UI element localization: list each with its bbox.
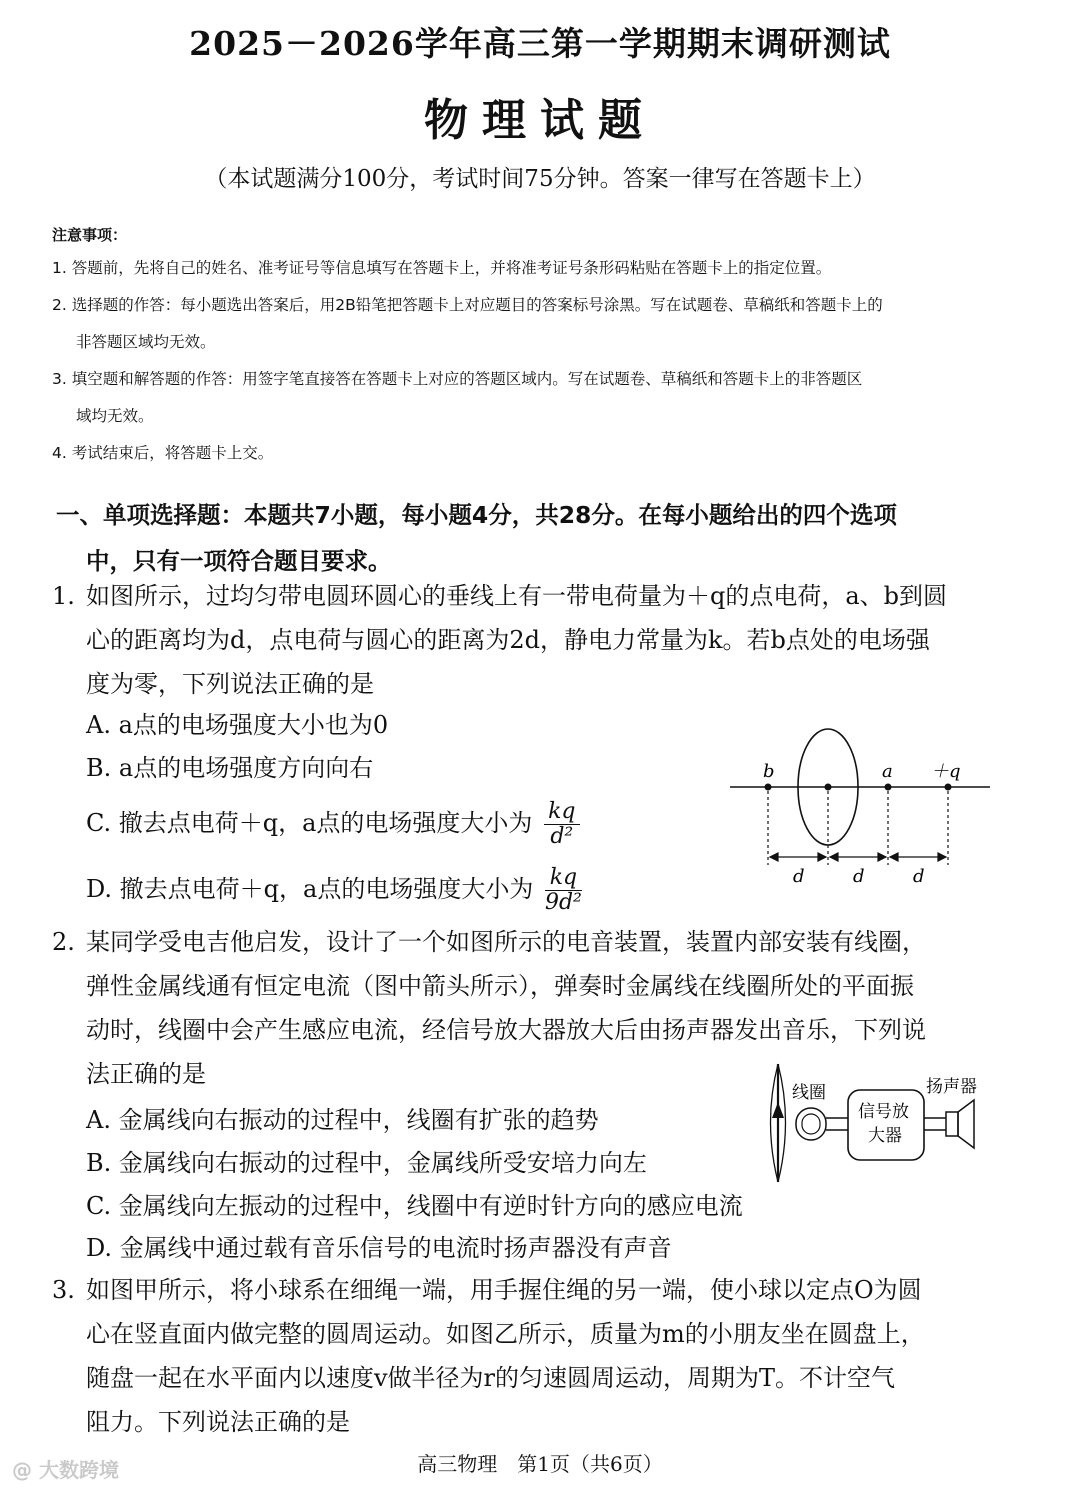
note-item: 4. 考试结束后，将答题卡上交。: [52, 444, 274, 462]
point-charge: [945, 784, 952, 791]
question-number: 3.: [52, 1276, 75, 1304]
point-a: [885, 784, 892, 791]
speaker-icon: [946, 1112, 958, 1136]
amplifier-label: 大器: [868, 1126, 902, 1146]
speaker-label: 扬声器: [926, 1077, 977, 1097]
ring-center: [825, 784, 832, 791]
note-item: 3. 填空题和解答题的作答：用签字笔直接答在答题卡上对应的答题区域内。写在试题卷、草稿纸和答题卡上的非答题区 域均无效。: [52, 370, 863, 425]
fraction: $\frac{kq}{\text{9d²}}$: [544, 865, 582, 915]
note-item: 2. 选择题的作答：每小题选出答案后，用2B铅笔把答题卡上对应题目的答案标号涂黑。写在试题卷、草稿纸和答题卡上的 非答题区域均无效。: [52, 296, 883, 351]
label-b: b: [763, 761, 775, 782]
current-arrow-icon: [772, 1102, 784, 1118]
distance-label: d: [853, 866, 865, 887]
fraction: $\frac{kq}{\text{d²}}$: [544, 800, 579, 849]
amplifier-box: [848, 1090, 924, 1160]
amplifier-label: 信号放: [858, 1102, 909, 1122]
question-number: 1.: [52, 582, 75, 610]
label-a: a: [882, 761, 893, 782]
watermark: @ 大数跨境: [12, 1458, 119, 1482]
exam-instructions: （本试题满分100分，考试时间75分钟。答案一律写在答题卡上）: [204, 166, 876, 192]
q2-option-b: B. 金属线向右振动的过程中，金属线所受安培力向左: [86, 1149, 647, 1177]
question-2-stem: 2. 某同学受电吉他启发，设计了一个如图所示的电音装置，装置内部安装有线圈， 弹性金属线通有恒定电流（图中箭头所示），弹奏时金属线在线圈所处的平面振 动时，线圈中会产生感应电流，经信号放大器放大后由扬声器发出音乐，下列说 法正确的是: [52, 920, 1018, 1096]
section-heading: 一、单项选择题：本题共7小题，每小题4分，共28分。在每小题给出的四个选项 中，只有一项符合题目要求。: [56, 501, 897, 575]
q1-option-c: C. 撤去点电荷＋q，a点的电场强度大小为 $\frac{kq}{\text{d²}}$: [86, 800, 580, 849]
q1-option-d: D. 撤去点电荷＋q，a点的电场强度大小为 $\frac{kq}{\text{9d²}}$: [86, 865, 582, 915]
q2-option-a: A. 金属线向右振动的过程中，线圈有扩张的趋势: [86, 1106, 599, 1134]
exam-title: 2025－2026学年高三第一学期期末调研测试: [189, 24, 891, 63]
page-footer: 高三物理 第1页（共6页）: [417, 1452, 663, 1476]
note-item: 1. 答题前，先将自己的姓名、准考证号等信息填写在答题卡上，并将准考证号条形码粘贴在答题卡上的指定位置。: [52, 259, 832, 277]
question-1-stem: 1. 如图所示，过均匀带电圆环圆心的垂线上有一带电荷量为＋q的点电荷，a、b到圆 心的距离均为d，点电荷与圆心的距离为2d，静电力常量为k。若b点处的电场强 度为零，下列说法正确的是: [52, 574, 1018, 706]
q2-option-d: D. 金属线中通过载有音乐信号的电流时扬声器没有声音: [86, 1234, 672, 1262]
point-b: [765, 784, 772, 791]
coil: [796, 1108, 826, 1140]
subject-title: 物理试题: [424, 95, 656, 146]
question-3-stem: 3. 如图甲所示，将小球系在细绳一端，用手握住绳的另一端，使小球以定点O为圆 心在竖直面内做完整的圆周运动。如图乙所示，质量为m的小朋友坐在圆盘上， 随盘一起在水平面内以速度v做半径为r的匀速圆周运动，周期为T。不计空气 阻力。下列说法正确的是: [52, 1268, 1018, 1444]
q2-figure-electric-guitar: [758, 1060, 998, 1188]
coil-label: 线圈: [792, 1083, 826, 1103]
notes-heading: 注意事项：: [52, 226, 128, 244]
q1-option-b: B. a点的电场强度方向向右: [86, 754, 374, 782]
distance-label: d: [913, 866, 925, 887]
q2-option-c: C. 金属线向左振动的过程中，线圈中有逆时针方向的感应电流: [86, 1192, 743, 1220]
q1-figure-ring-charge: [725, 725, 995, 895]
question-number: 2.: [52, 928, 75, 956]
label-q: ＋q: [931, 761, 961, 782]
q1-option-a: A. a点的电场强度大小也为0: [86, 711, 389, 739]
distance-label: d: [793, 866, 805, 887]
